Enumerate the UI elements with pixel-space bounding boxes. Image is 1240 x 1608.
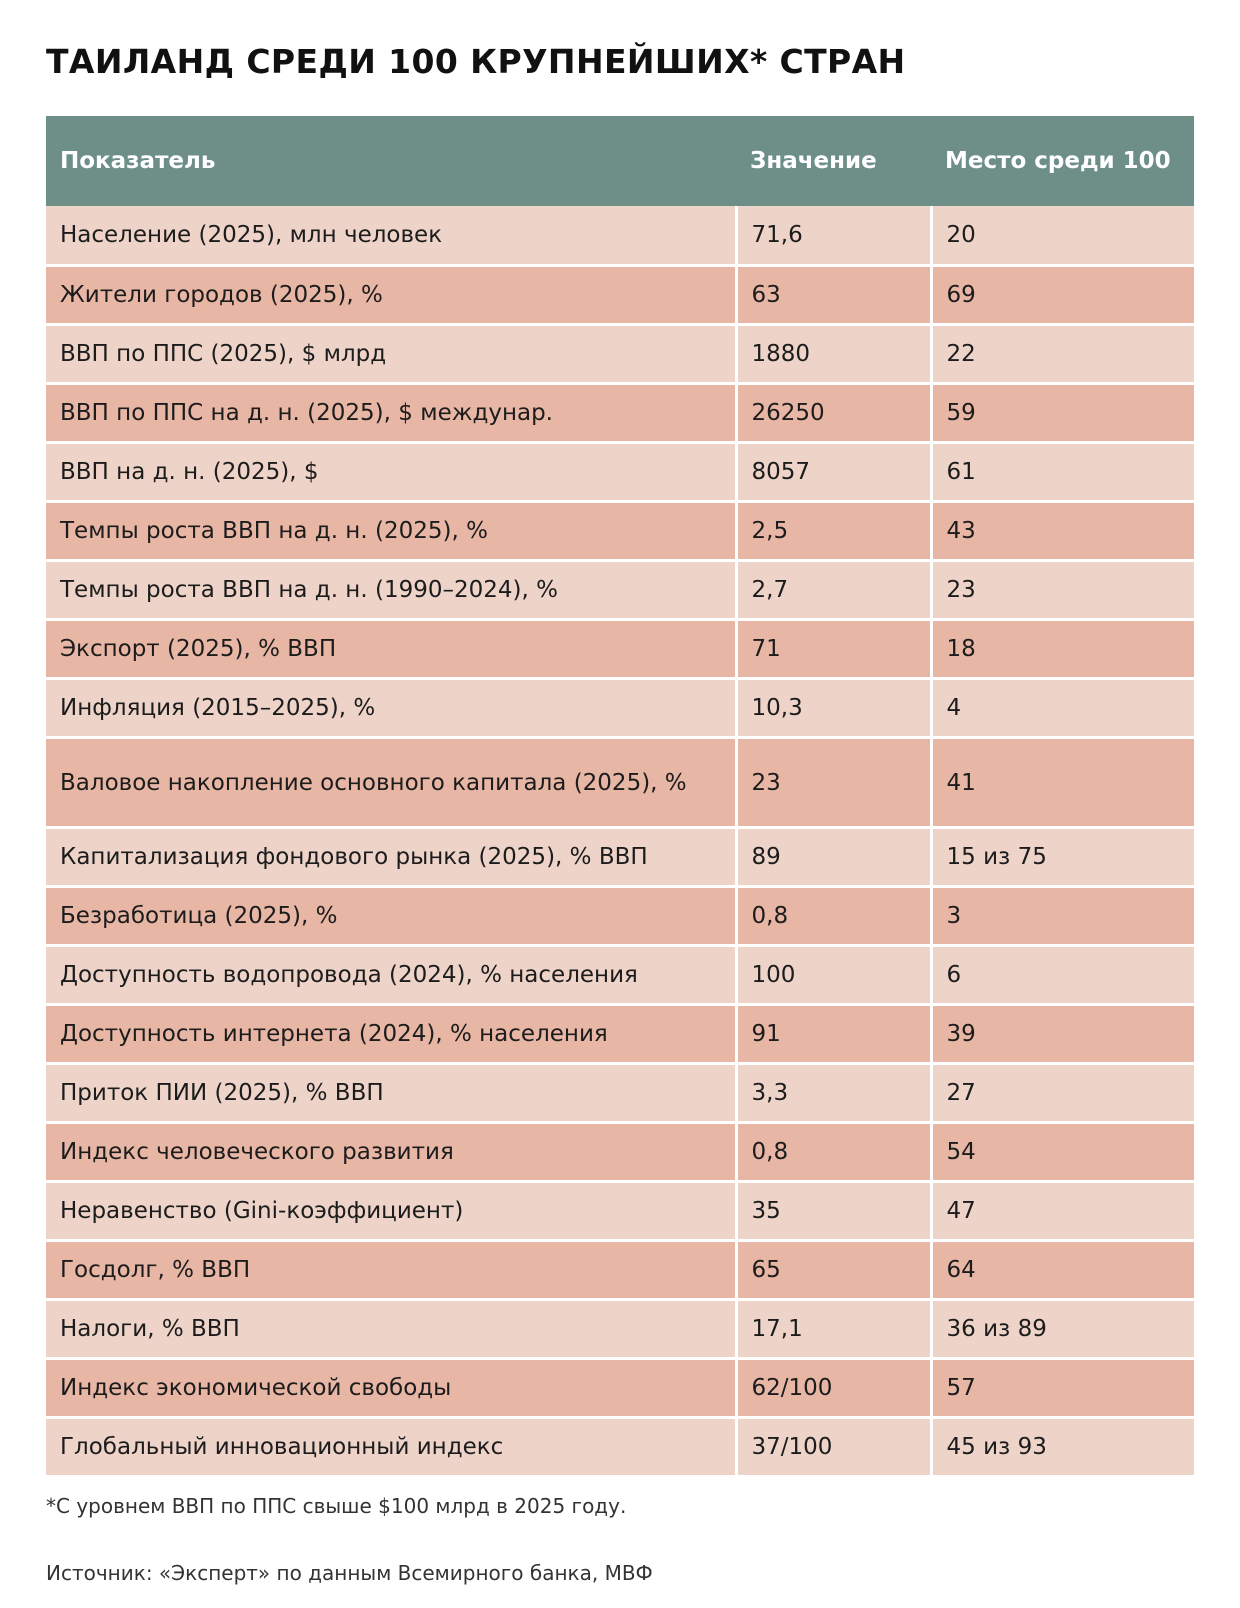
rank-cell: 18: [931, 619, 1194, 678]
indicator-cell: Неравенство (Gini-коэффициент): [46, 1181, 736, 1240]
value-cell: 71: [736, 619, 931, 678]
rank-cell: 59: [931, 383, 1194, 442]
rank-cell: 39: [931, 1004, 1194, 1063]
indicator-cell: Индекс экономической свободы: [46, 1358, 736, 1417]
value-cell: 26250: [736, 383, 931, 442]
indicator-cell: Доступность интернета (2024), % населения: [46, 1004, 736, 1063]
rank-cell: 22: [931, 324, 1194, 383]
table-row: [46, 560, 1194, 619]
rank-cell: 3: [931, 886, 1194, 945]
rank-cell: 54: [931, 1122, 1194, 1181]
value-cell: 71,6: [736, 206, 931, 265]
table-row: [46, 1240, 1194, 1299]
indicator-cell: Население (2025), млн человек: [46, 206, 736, 265]
indicator-cell: ВВП на д. н. (2025), $: [46, 442, 736, 501]
indicator-cell: Инфляция (2015–2025), %: [46, 678, 736, 737]
value-cell: 10,3: [736, 678, 931, 737]
rank-cell: 4: [931, 678, 1194, 737]
rank-cell: 43: [931, 501, 1194, 560]
value-cell: 65: [736, 1240, 931, 1299]
rank-cell: 61: [931, 442, 1194, 501]
table-row: [46, 619, 1194, 678]
rank-cell: 27: [931, 1063, 1194, 1122]
table-row: [46, 442, 1194, 501]
table-row: [46, 1299, 1194, 1358]
indicator-cell: Индекс человеческого развития: [46, 1122, 736, 1181]
value-cell: 0,8: [736, 886, 931, 945]
rank-cell: 6: [931, 945, 1194, 1004]
value-cell: 1880: [736, 324, 931, 383]
table-row: [46, 324, 1194, 383]
indicator-cell: Приток ПИИ (2025), % ВВП: [46, 1063, 736, 1122]
source-note: Источник: «Эксперт» по данным Всемирного банка, МВФ: [46, 1561, 653, 1585]
value-cell: 17,1: [736, 1299, 931, 1358]
indicator-cell: Капитализация фондового рынка (2025), % ВВП: [46, 827, 736, 886]
rank-cell: 20: [931, 206, 1194, 265]
indicator-cell: Глобальный инновационный индекс: [46, 1417, 736, 1476]
table-row: [46, 945, 1194, 1004]
column-header-indicator: Показатель: [46, 116, 736, 206]
rank-cell: 36 из 89: [931, 1299, 1194, 1358]
table-row: [46, 678, 1194, 737]
value-cell: 100: [736, 945, 931, 1004]
stats-table: [46, 116, 1194, 1478]
value-cell: 35: [736, 1181, 931, 1240]
table-row: [46, 827, 1194, 886]
value-cell: 2,7: [736, 560, 931, 619]
indicator-cell: Экспорт (2025), % ВВП: [46, 619, 736, 678]
table-row: [46, 1063, 1194, 1122]
rank-cell: 23: [931, 560, 1194, 619]
rank-cell: 45 из 93: [931, 1417, 1194, 1476]
rank-cell: 69: [931, 265, 1194, 324]
indicator-cell: Валовое накопление основного капитала (2025), %: [46, 737, 736, 827]
value-cell: 91: [736, 1004, 931, 1063]
column-header-value: Значение: [736, 116, 931, 206]
column-header-rank: Место среди 100: [931, 116, 1194, 206]
footnote: *С уровнем ВВП по ППС свыше $100 млрд в 2025 году.: [46, 1494, 627, 1518]
table-row: [46, 383, 1194, 442]
table-row: [46, 1004, 1194, 1063]
table-row: [46, 1122, 1194, 1181]
rank-cell: 57: [931, 1358, 1194, 1417]
indicator-cell: Налоги, % ВВП: [46, 1299, 736, 1358]
indicator-cell: Госдолг, % ВВП: [46, 1240, 736, 1299]
indicator-cell: Безработица (2025), %: [46, 886, 736, 945]
table-row: [46, 265, 1194, 324]
value-cell: 23: [736, 737, 931, 827]
page-title: ТАИЛАНД СРЕДИ 100 КРУПНЕЙШИХ* СТРАН: [46, 42, 906, 81]
value-cell: 89: [736, 827, 931, 886]
rank-cell: 15 из 75: [931, 827, 1194, 886]
table-row: [46, 206, 1194, 265]
rank-cell: 47: [931, 1181, 1194, 1240]
rank-cell: 64: [931, 1240, 1194, 1299]
indicator-cell: Темпы роста ВВП на д. н. (2025), %: [46, 501, 736, 560]
table-row: [46, 737, 1194, 827]
value-cell: 62/100: [736, 1358, 931, 1417]
value-cell: 3,3: [736, 1063, 931, 1122]
table-header-row: [46, 116, 1194, 206]
table-row: [46, 501, 1194, 560]
indicator-cell: Темпы роста ВВП на д. н. (1990–2024), %: [46, 560, 736, 619]
value-cell: 2,5: [736, 501, 931, 560]
value-cell: 37/100: [736, 1417, 931, 1476]
indicator-cell: ВВП по ППС (2025), $ млрд: [46, 324, 736, 383]
indicator-cell: Жители городов (2025), %: [46, 265, 736, 324]
value-cell: 8057: [736, 442, 931, 501]
table-row: [46, 1358, 1194, 1417]
rank-cell: 41: [931, 737, 1194, 827]
indicator-cell: ВВП по ППС на д. н. (2025), $ междунар.: [46, 383, 736, 442]
value-cell: 63: [736, 265, 931, 324]
table-row: [46, 1181, 1194, 1240]
indicator-cell: Доступность водопровода (2024), % населения: [46, 945, 736, 1004]
value-cell: 0,8: [736, 1122, 931, 1181]
table-row: [46, 1417, 1194, 1476]
table-row: [46, 886, 1194, 945]
